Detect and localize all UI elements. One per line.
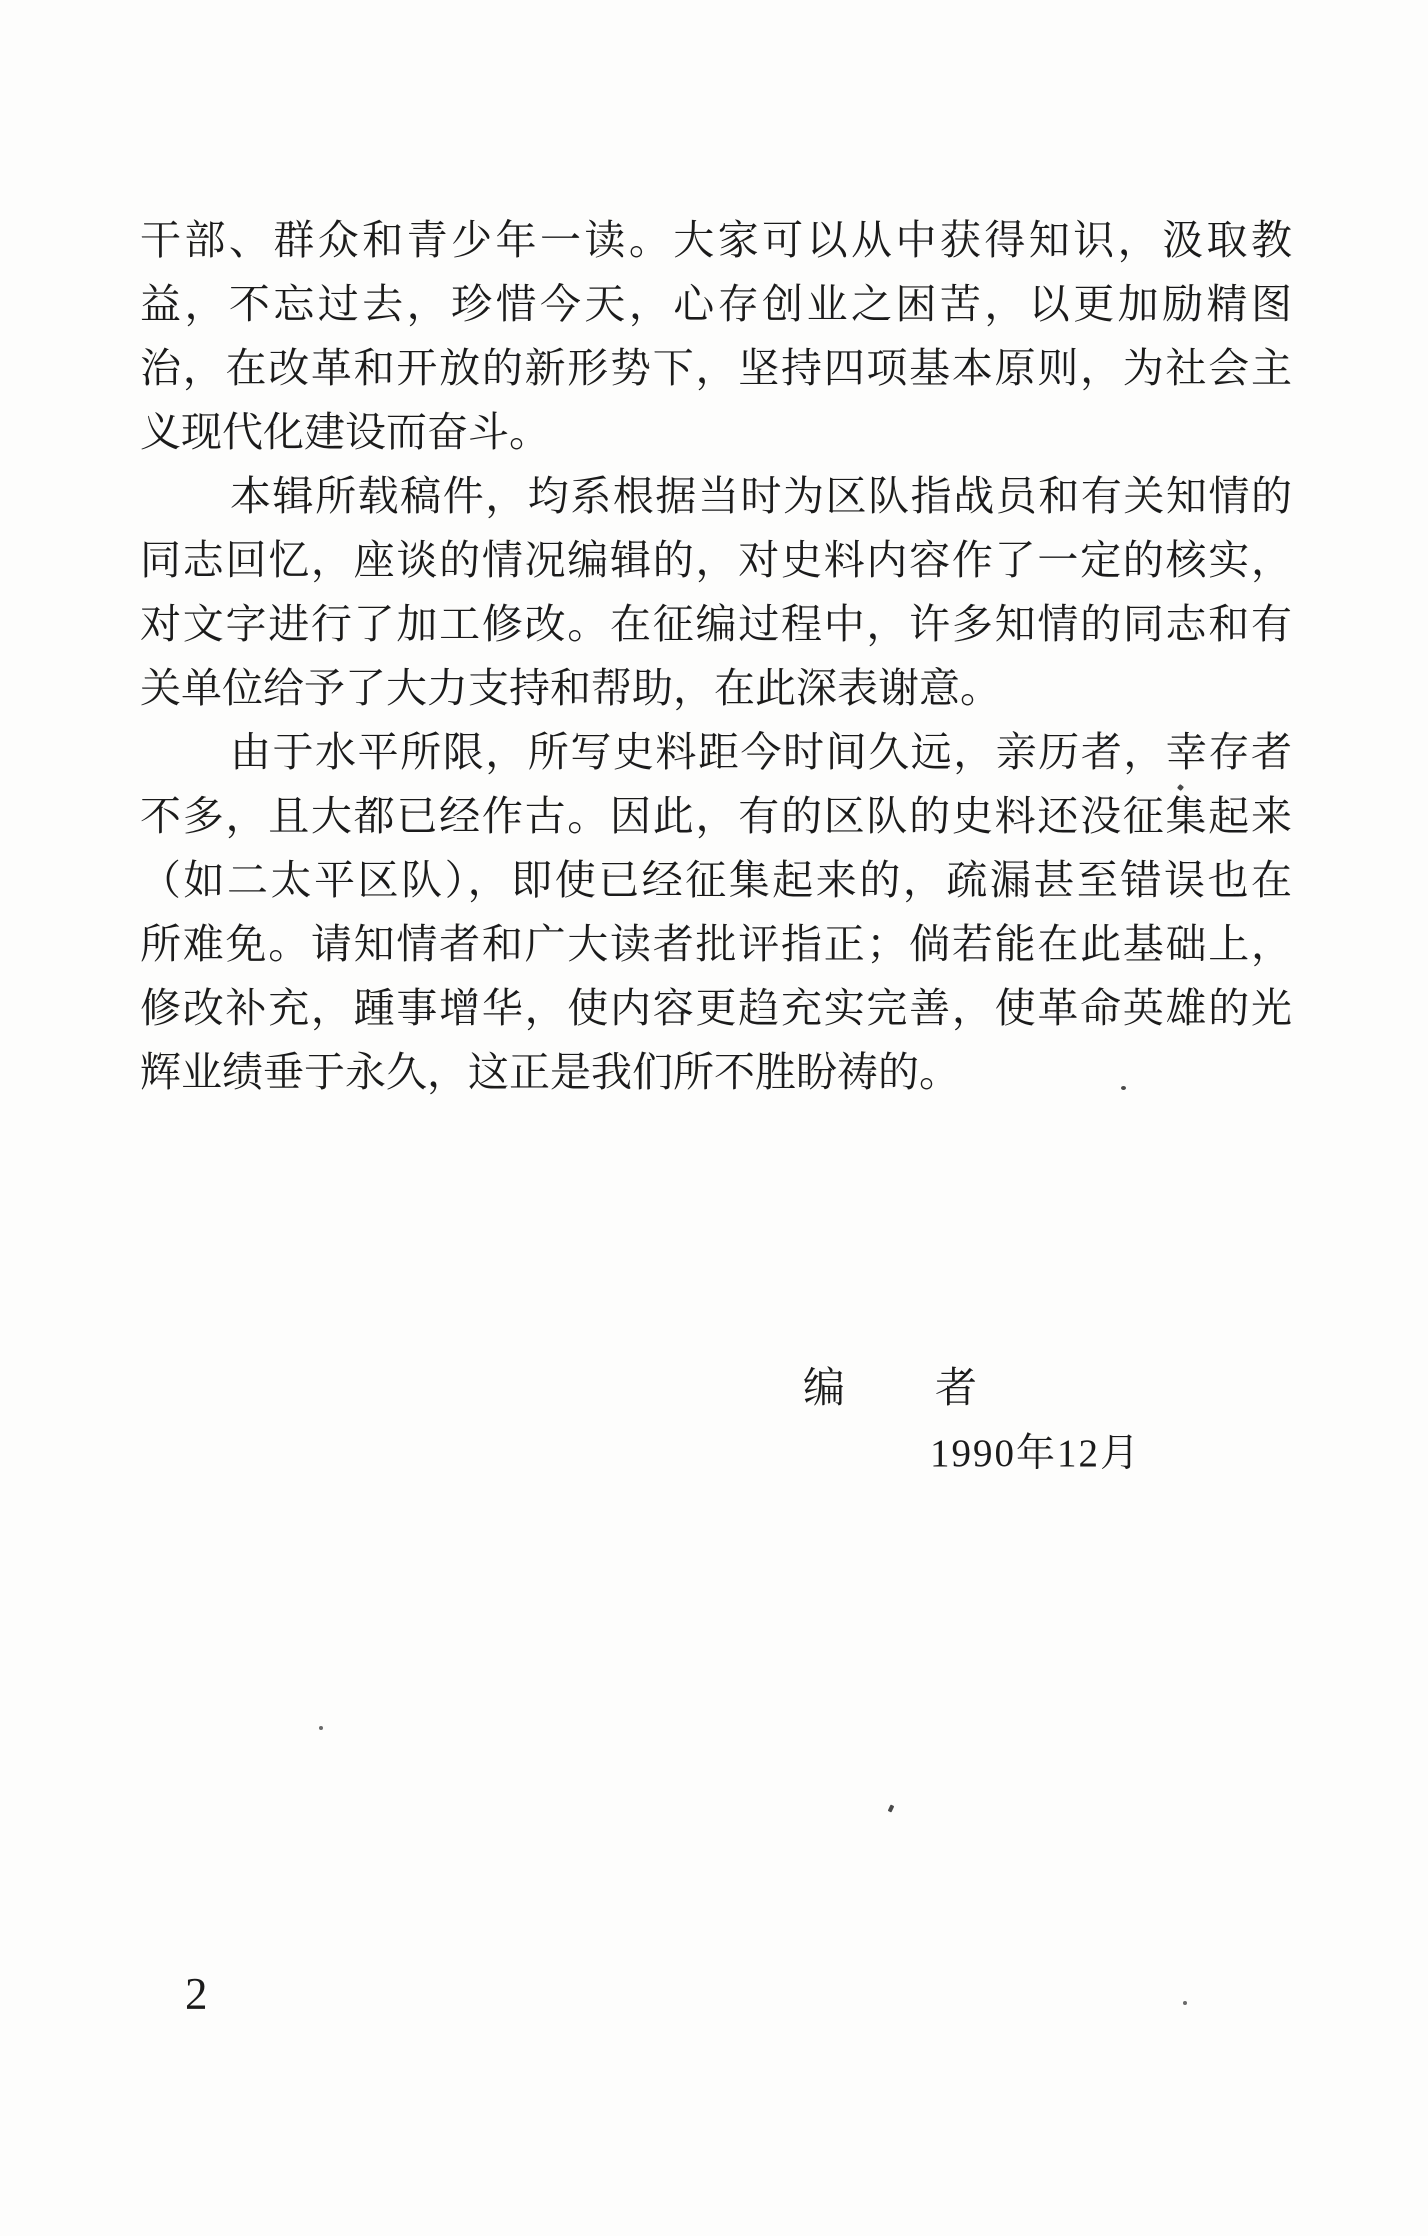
ink-speck [888,1804,895,1812]
text-line: （如二太平区队），即使已经征集起来的，疏漏甚至错误也在 [140,857,1292,903]
signature-char: 者 [935,1366,978,1412]
text-line: 关单位给予了大力支持和帮助，在此深表谢意。 [140,665,1001,711]
text-line: 本辑所载稿件，均系根据当时为区队指战员和有关知情的 [230,473,1292,519]
ink-speck [319,1726,323,1730]
text-line: 益，不忘过去，珍惜今天，心存创业之困苦，以更加励精图 [140,281,1292,327]
text-line: 治，在改革和开放的新形势下，坚持四项基本原则，为社会主 [140,345,1292,391]
signature-char: 编 [803,1366,846,1412]
page-number: 2 [185,1969,208,2019]
text-line: 不多，且大都已经作古。因此，有的区队的史料还没征集起来 [140,793,1292,839]
text-line: 辉业绩垂于永久，这正是我们所不胜盼祷的。 [140,1049,960,1095]
text-line: 义现代化建设而奋斗。 [140,409,550,455]
text-line: 干部、群众和青少年一读。大家可以从中获得知识，汲取教 [140,217,1292,263]
ink-speck [1183,2001,1187,2005]
text-line: 所难免。请知情者和广大读者批评指正；倘若能在此基础上， [140,921,1292,967]
text-line: 对文字进行了加工修改。在征编过程中，许多知情的同志和有 [140,601,1292,647]
text-line: 同志回忆，座谈的情况编辑的，对史料内容作了一定的核实， [140,537,1292,583]
ink-speck [1121,1086,1126,1090]
body-text [140,208,1292,1104]
text-line: 修改补充，踵事增华，使内容更趋充实完善，使革命英雄的光 [140,985,1292,1031]
editor-signature [803,1368,977,1410]
publication-date: 1990年12月 [930,1432,1142,1475]
text-line: 由于水平所限，所写史料距今时间久远，亲历者，幸存者 [230,729,1292,775]
